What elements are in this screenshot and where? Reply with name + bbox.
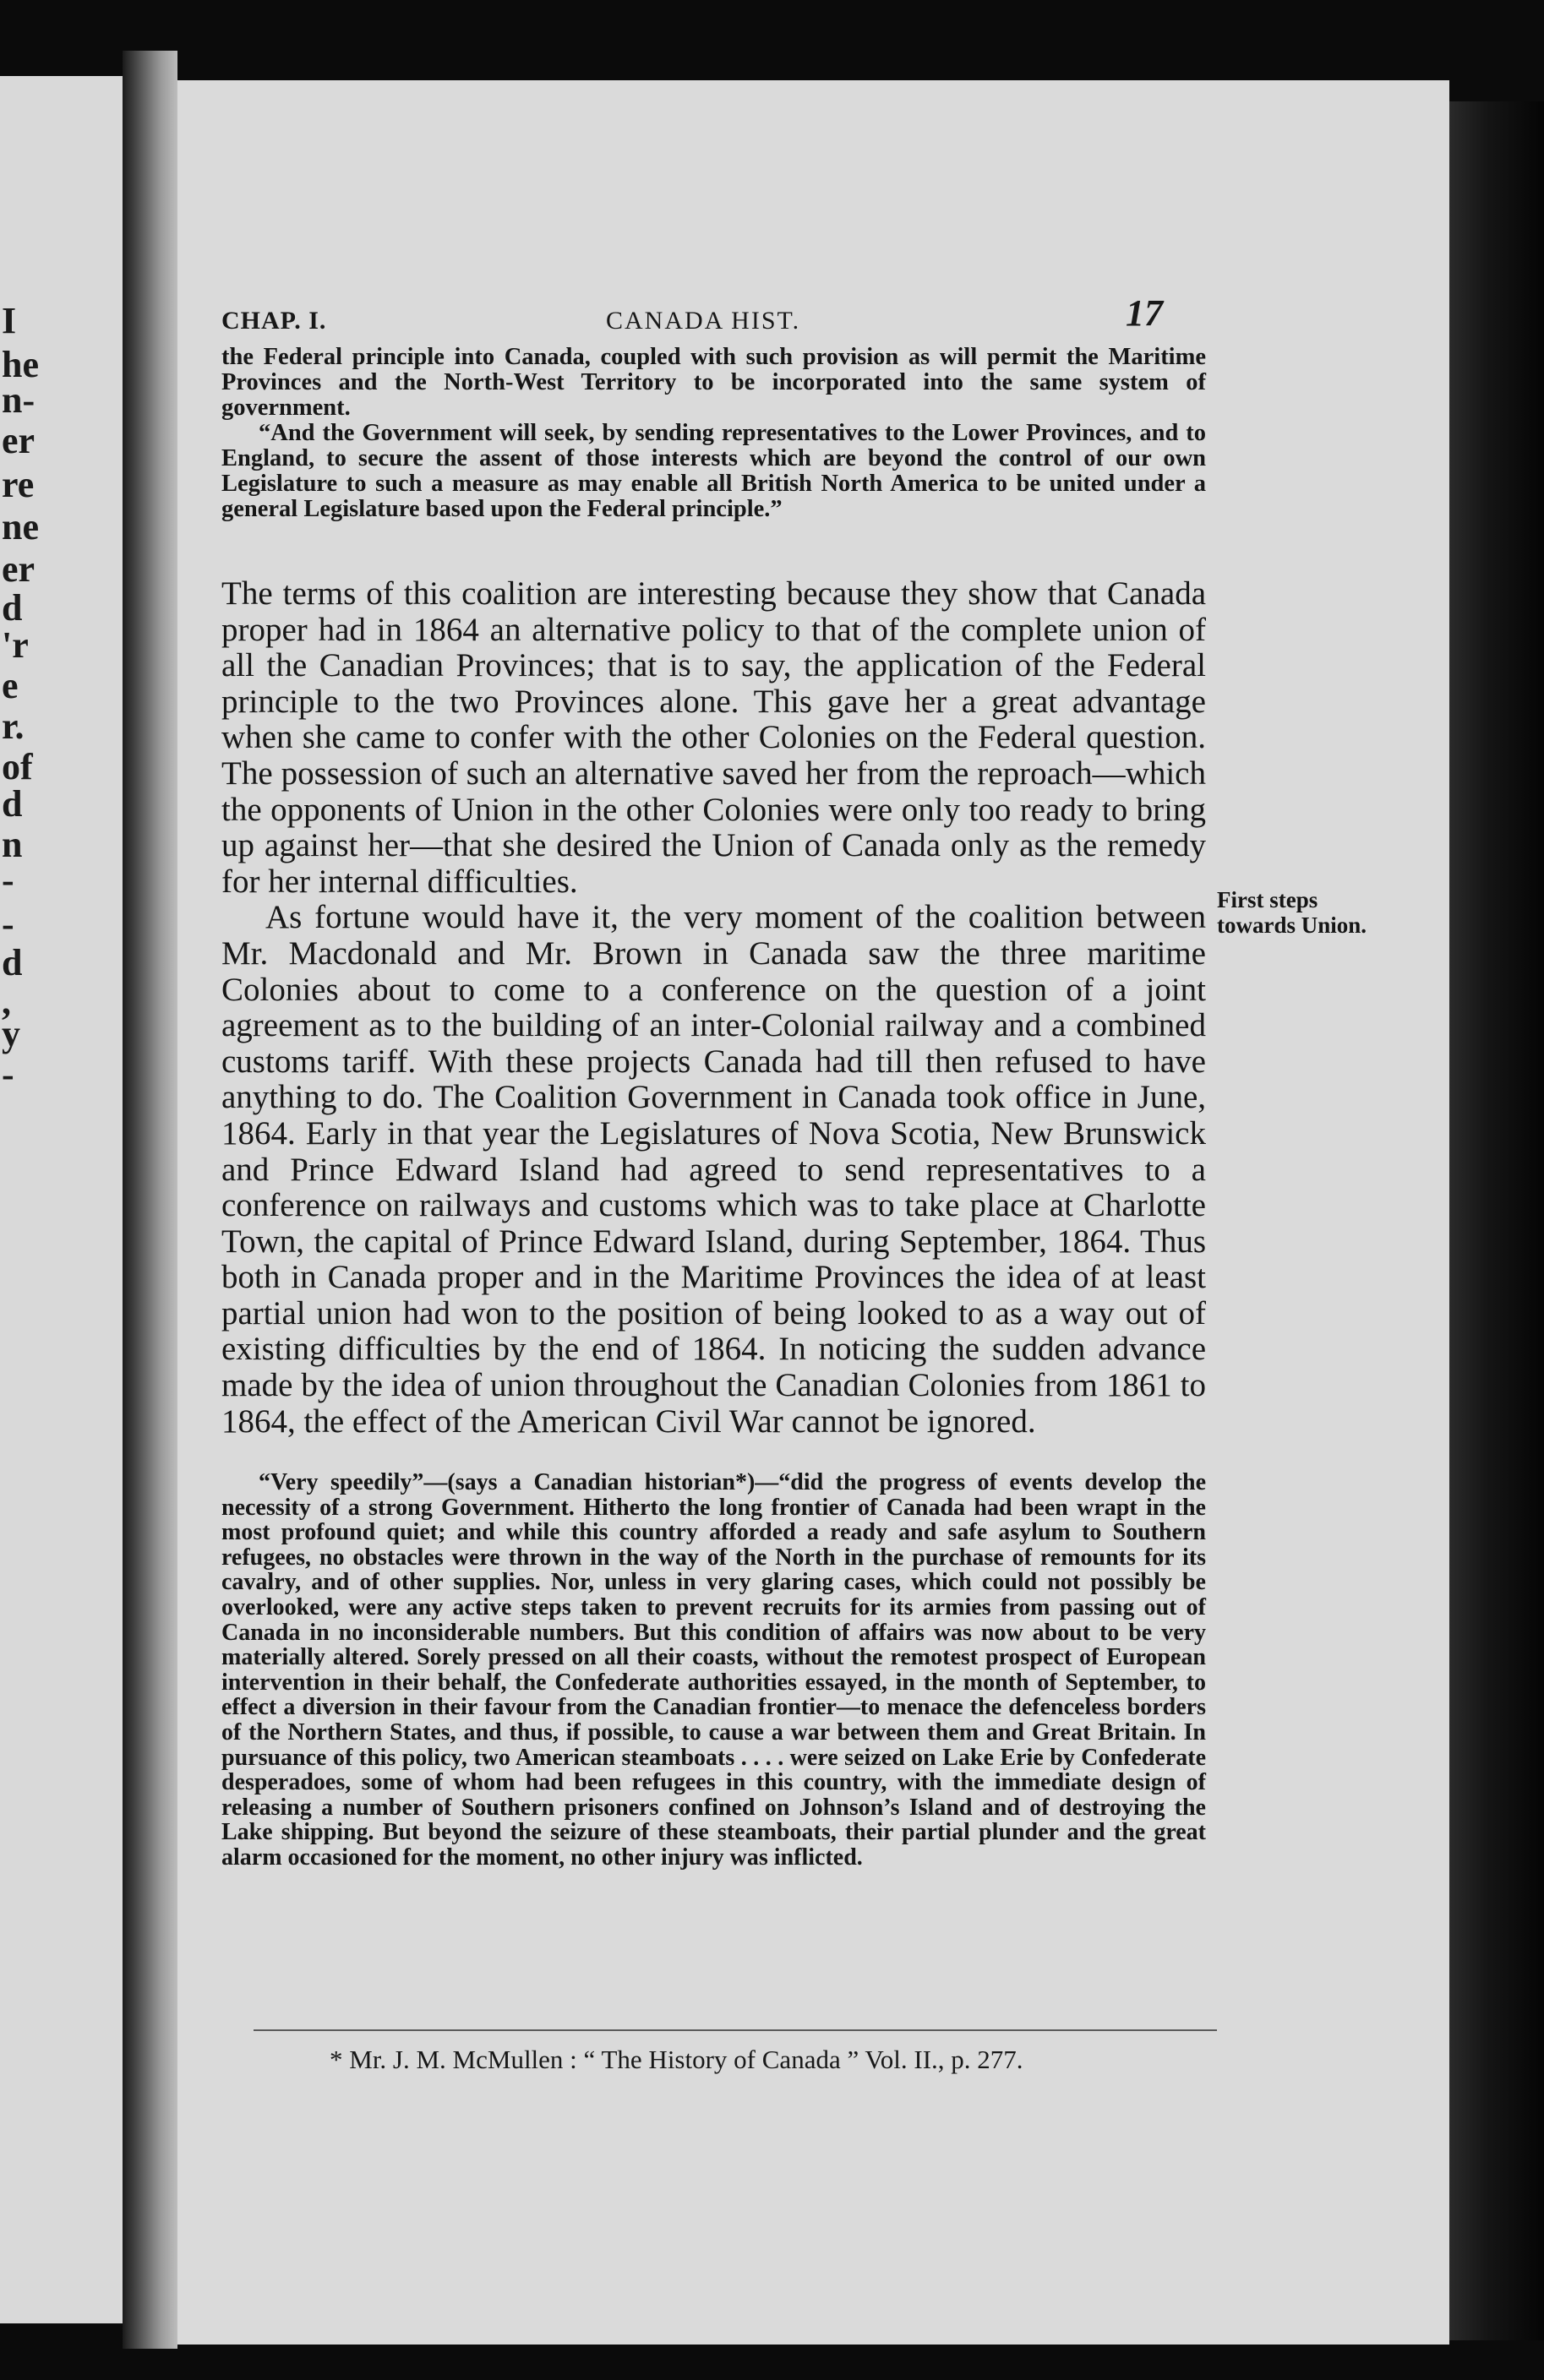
facing-page-fragment: d [2,942,23,983]
body-paragraph: The terms of this coalition are interesting because they show that Canada proper had in 1864 an alternative policy to that of the complete union of all the Canadian Provinces; that is to say, the application of the Federal principle to the two Provinces alone. This gave her a great advantage when she came to confer with the other Colonies on the Federal question. The possession of such an alternative saved her from the reproach—which the opponents of Union in the other Colonies were only too ready to bring up against her—that she desired the Union of Canada only as the remedy for her internal difficulties. [221,575,1206,900]
facing-page-fragment: I [2,300,17,341]
facing-page-fragment: - [2,859,14,901]
margin-note-line: towards Union. [1217,912,1367,938]
facing-page-fragment: 'r [2,624,29,666]
running-title: CANADA HIST. [606,307,801,335]
footnote: * Mr. J. M. McMullen : “ The History of Canada ” Vol. II., p. 277. [330,2045,1023,2074]
facing-page-fragment: n [2,824,23,865]
book-gutter [123,51,177,2349]
facing-page-edge [0,76,123,2323]
margin-note [1217,887,1428,938]
facing-page-fragment: d [2,783,23,825]
body-text [221,576,1206,1440]
facing-page-fragment: he [2,344,39,385]
facing-page-fragment: - [2,1054,14,1095]
closing-quote [221,1470,1206,1871]
running-header [221,291,1202,342]
page-edge-shadow [1449,101,1544,2340]
chapter-label: CHAP. I. [221,307,327,335]
facing-page-fragment: re [2,464,35,505]
facing-page-fragment: r. [2,705,25,747]
facing-page-fragment: , [2,981,11,1022]
facing-page-fragment: d [2,587,23,629]
quote-paragraph: the Federal principle into Canada, coupled with such provision as will permit the Maritime Provinces and the North-West Territory to be incorporated into the same system of government. [221,344,1206,421]
facing-page-fragment: e [2,665,19,706]
facing-page-fragment: y [2,1013,20,1054]
quote-paragraph: “And the Government will seek, by sending representatives to the Lower Provinces, and to England, to secure the assent of those interests which are beyond the control of our own Legislature to such a measure as may enable all British North America to be united under a general Legislature based upon the Federal principle.” [221,420,1206,522]
facing-page-fragment: of [2,746,33,787]
opening-quote [221,345,1206,522]
quote-paragraph: “Very speedily”—(says a Canadian historian*)—“did the progress of events develop the necessity of a strong Government. Hitherto the long frontier of Canada had been wrapt in the most profound quiet; and while this country afforded a ready and safe asylum to Southern refugees, no obstacles were thrown in the way of the North in the purchase of remounts for its cavalry, and of other supplies. Nor, unless in very glaring cases, which could not possibly be overlooked, were any active steps taken to prevent recruits for its armies from passing out of Canada in no inconsiderable numbers. But this condition of affairs was now about to be very materially altered. Sorely pressed on all their coasts, without the remotest prospect of European intervention in their behalf, the Confederate authorities essayed, in the month of September, to effect a diversion in their favour from the Canadian frontier—to menace the defenceless borders of the Northern States, and thus, if possible, to cause a war between them and Great Britain. In pursuance of this policy, two American steamboats . . . . were seized on Lake Erie by Confederate desperadoes, some of whom had been refugees in this country, with the immediate design of releasing a number of Southern prisoners confined on Johnson’s Island and of destroying the Lake shipping. But beyond the seizure of these steamboats, their partial plunder and the great alarm occasioned for the moment, no other injury was inflicted. [221,1469,1206,1871]
facing-page-fragment: er [2,548,35,590]
facing-page-fragment: er [2,420,35,461]
margin-note-line: First steps [1217,887,1318,912]
footnote-divider [254,2029,1217,2031]
facing-page-fragment: ne [2,506,39,547]
facing-page-fragment: n- [2,379,35,421]
facing-page-fragment: - [2,903,14,945]
body-paragraph: As fortune would have it, the very moment of the coalition between Mr. Macdonald and Mr. Brown in Canada saw the three maritime Colonies about to come to a conference on the question of a joint agreement as to the building of an inter-Colonial railway and a combined customs tariff. With these projects Canada had till then refused to have anything to do. The Coalition Government in Canada took office in June, 1864. Early in that year the Legislatures of Nova Scotia, New Brunswick and Prince Edward Island had agreed to send representatives to a conference on railways and customs which was to take place at Charlotte Town, the capital of Prince Edward Island, during September, 1864. Thus both in Canada proper and in the Maritime Provinces the idea of at least partial union had won to the position of being looked to as a way out of existing difficulties by the end of 1864. In noticing the sudden advance made by the idea of union throughout the Canadian Colonies from 1861 to 1864, the effect of the American Civil War cannot be ignored. [221,899,1206,1440]
page-number: 17 [1126,292,1163,334]
